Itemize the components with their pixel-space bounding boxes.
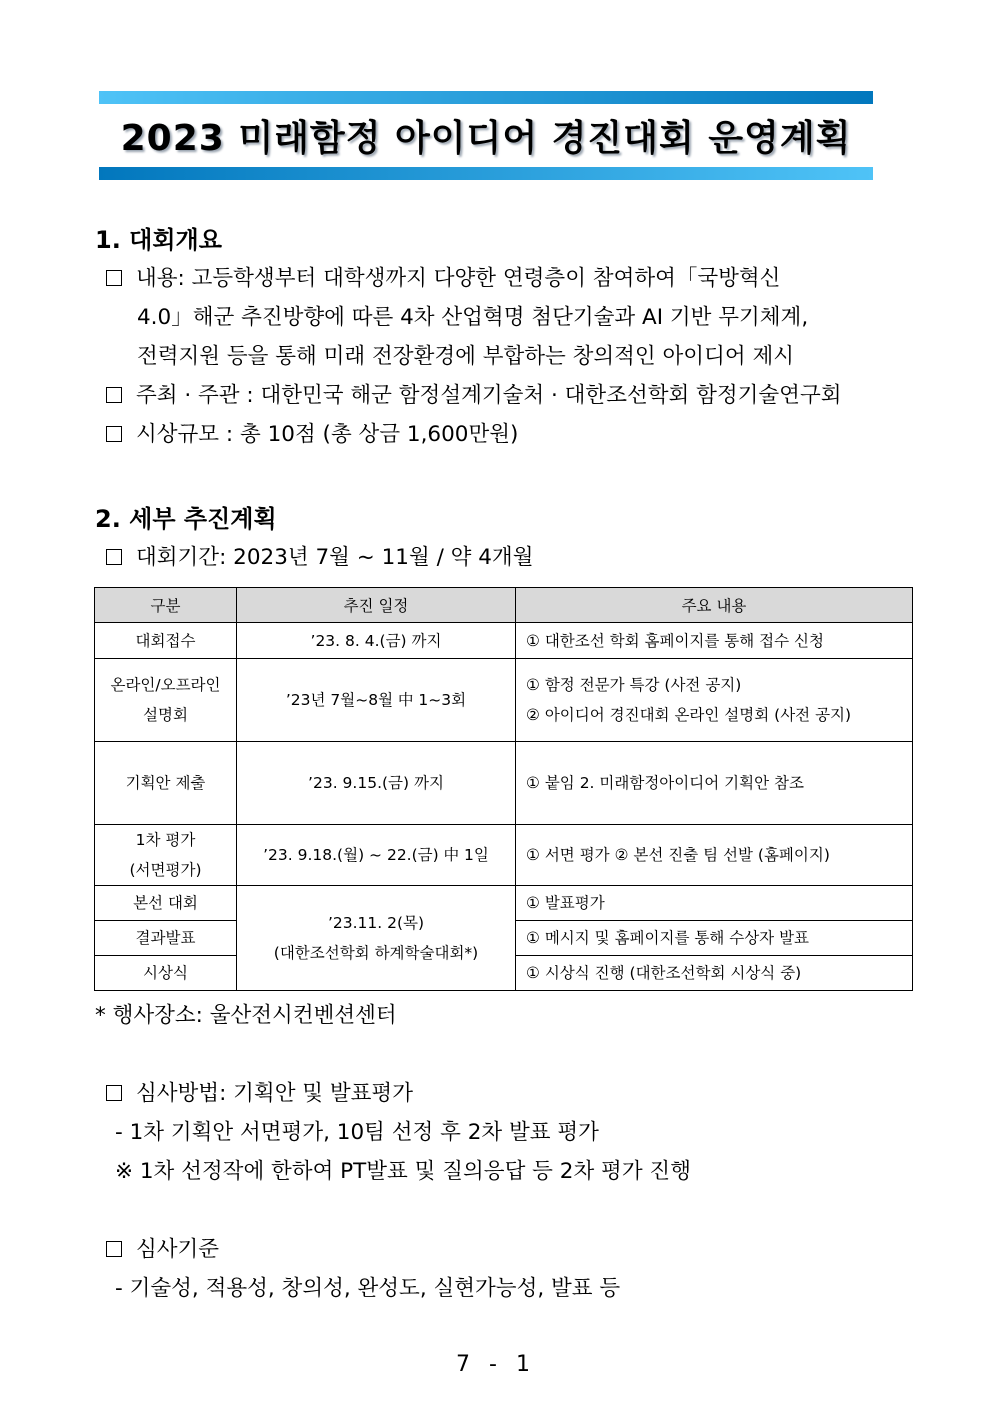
header-content: 주요 내용 [516,588,913,623]
section1-heading: 1. 대회개요 [95,226,222,254]
checkbox-bullet-icon [106,1085,122,1101]
row-category: 본선 대회 [95,886,237,921]
row-content: ① 붙임 2. 미래함정아이디어 기획안 참조 [516,742,913,825]
row-content: ① 함정 전문가 특강 (사전 공지) ② 아이디어 경진대회 온라인 설명회 (사전 공지) [516,659,913,742]
overview-content-line-2: 4.0」해군 추진방향에 따른 4차 산업혁명 첨단기술과 AI 기반 무기체계, [137,305,809,330]
title-bottom-bar [99,167,873,180]
checkbox-bullet-icon [106,426,122,442]
title-top-bar [99,91,873,104]
row-schedule: ’23년 7월~8월 中 1~3회 [237,659,516,742]
evaluation-note: ※ 1차 선정작에 한하여 PT발표 및 질의응답 등 2차 평가 진행 [115,1159,691,1184]
checkbox-bullet-icon [106,549,122,565]
row-content: ① 발표평가 [516,886,913,921]
criteria-title: 심사기준 [106,1235,219,1265]
row-content: ① 시상식 진행 (대한조선학회 시상식 중) [516,956,913,991]
table-row [95,742,913,825]
row-content: ① 메시지 및 홈페이지를 통해 수상자 발표 [516,921,913,956]
header-category: 구분 [95,588,237,623]
row-content: ① 서면 평가 ② 본선 진출 팀 선발 (홈페이지) [516,825,913,886]
table-header-row [95,588,913,623]
page-number: 7 - 1 [456,1352,536,1377]
row-category: 기획안 제출 [95,742,237,825]
row-category: 온라인/오프라인 설명회 [95,659,237,742]
evaluation-title: 심사방법: 기획안 및 발표평가 [106,1079,413,1109]
table-row [95,825,913,886]
overview-prize: 시상규모 : 총 10점 (총 상금 1,600만원) [106,420,518,450]
checkbox-bullet-icon [106,270,122,286]
criteria-detail: - 기술성, 적용성, 창의성, 완성도, 실현가능성, 발표 등 [115,1276,621,1301]
header-schedule: 추진 일정 [237,588,516,623]
row-category: 대회접수 [95,623,237,659]
row-schedule: ’23. 8. 4.(금) 까지 [237,623,516,659]
overview-host: 주최 · 주관 : 대한민국 해군 함정설계기술처 · 대한조선학회 함정기술연구회 [106,381,842,411]
row-category: 시상식 [95,956,237,991]
row-category: 결과발표 [95,921,237,956]
schedule-table [94,587,913,991]
table-row [95,886,913,921]
table-row [95,659,913,742]
overview-content-line-3: 전력지원 등을 통해 미래 전장환경에 부합하는 창의적인 아이디어 제시 [137,344,794,369]
checkbox-bullet-icon [106,387,122,403]
contest-period: 대회기간: 2023년 7월 ~ 11월 / 약 4개월 [106,543,533,573]
evaluation-detail: - 1차 기획안 서면평가, 10팀 선정 후 2차 발표 평가 [115,1120,599,1145]
row-category: 1차 평가 (서면평가) [95,825,237,886]
overview-content-line-1: 내용: 고등학생부터 대학생까지 다양한 연령층이 참여하여「국방혁신 [106,264,780,294]
section2-heading: 2. 세부 추진계획 [95,505,277,533]
table-row [95,623,913,659]
row-schedule: ’23. 9.18.(월) ~ 22.(금) 中 1일 [237,825,516,886]
page-title: 2023 미래함정 아이디어 경진대회 운영계획 [120,118,852,159]
merged-schedule-cell: ’23.11. 2(목) (대한조선학회 하계학술대회*) [237,886,516,991]
row-content: ① 대한조선 학회 홈페이지를 통해 접수 신청 [516,623,913,659]
checkbox-bullet-icon [106,1241,122,1257]
venue-note: * 행사장소: 울산전시컨벤션센터 [95,1003,397,1028]
row-schedule: ’23. 9.15.(금) 까지 [237,742,516,825]
